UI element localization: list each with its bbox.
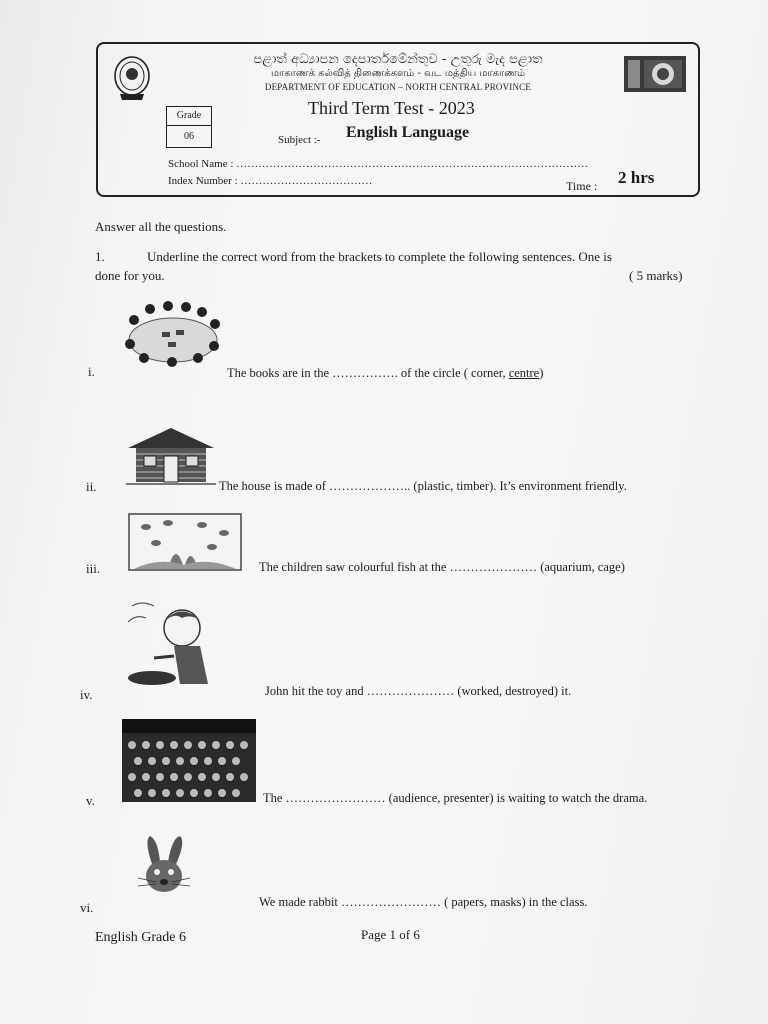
sentence-1-after: ): [539, 366, 544, 380]
item-number-2: ii.: [86, 479, 97, 494]
time-label: Time :: [566, 179, 598, 193]
subject-label: Subject :-: [278, 134, 321, 146]
index-number-field[interactable]: [168, 175, 372, 187]
footer-subject: English Grade 6: [95, 930, 186, 945]
department-title: DEPARTMENT OF EDUCATION – NORTH CENTRAL PROVINCE: [264, 82, 532, 92]
children-circle-picture: [122, 300, 224, 370]
sentence-6: We made rabbit …………………… ( papers, masks) in the class.: [259, 895, 588, 909]
tamil-title: மாகாணக் கல்வித் திணைக்களம் - வட மத்திய மாகாணம்: [270, 68, 526, 79]
timber-house-picture: [126, 426, 216, 488]
subject-value: English Language: [346, 124, 470, 141]
sentence-1: [227, 366, 543, 381]
sentence-1-before: The books are in the ……………. of the circle ( corner,: [227, 366, 509, 380]
grade-box: [166, 106, 212, 148]
question-number: 1.: [95, 249, 105, 264]
sentence-2: The house is made of ……………….. (plastic, timber). It’s environment friendly.: [219, 479, 627, 493]
item-number-3: iii.: [86, 561, 101, 576]
item-number-6: vi.: [80, 900, 94, 915]
item-number-1: i.: [88, 364, 95, 379]
sentence-5: The …………………… (audience, presenter) is waiting to watch the drama.: [263, 791, 648, 805]
time-value: 2 hrs: [618, 168, 655, 187]
grade-label: Grade: [167, 107, 211, 126]
question-marks: ( 5 marks): [629, 268, 683, 283]
audience-picture: [122, 719, 256, 802]
school-name-label: School Name :: [168, 158, 234, 170]
instruction: Answer all the questions.: [95, 219, 227, 234]
question-text-line2: done for you.: [95, 268, 165, 283]
test-title: Third Term Test - 2023: [308, 98, 475, 118]
exam-header: [96, 42, 700, 197]
index-number-label: Index Number :: [168, 175, 238, 187]
aquarium-picture: [128, 513, 242, 571]
boy-hitting-toy-picture: [124, 596, 216, 692]
page-number: Page 1 of 6: [361, 927, 420, 942]
rabbit-mask-picture: [134, 834, 194, 896]
sentence-3: The children saw colourful fish at the ………………… (aquarium, cage): [259, 560, 625, 574]
sentence-4: John hit the toy and ………………… (worked, destroyed) it.: [265, 684, 572, 698]
item-number-5: v.: [86, 793, 95, 808]
sinhala-title: පළාත් අධ්‍යාපන දෙපාර්තමේන්තුව - උතුරු මැද පළාත: [253, 52, 543, 67]
index-number-dots: ………………………………: [240, 175, 373, 187]
school-name-field[interactable]: [168, 158, 588, 170]
school-name-dots: ……………………………………………………………………………………: [236, 158, 589, 170]
sentence-1-answer: centre: [508, 366, 540, 380]
grade-value: 06: [184, 131, 194, 142]
question-text-line1: Underline the correct word from the brackets to complete the following sentences. One is: [147, 249, 612, 264]
item-number-4: iv.: [80, 687, 93, 702]
